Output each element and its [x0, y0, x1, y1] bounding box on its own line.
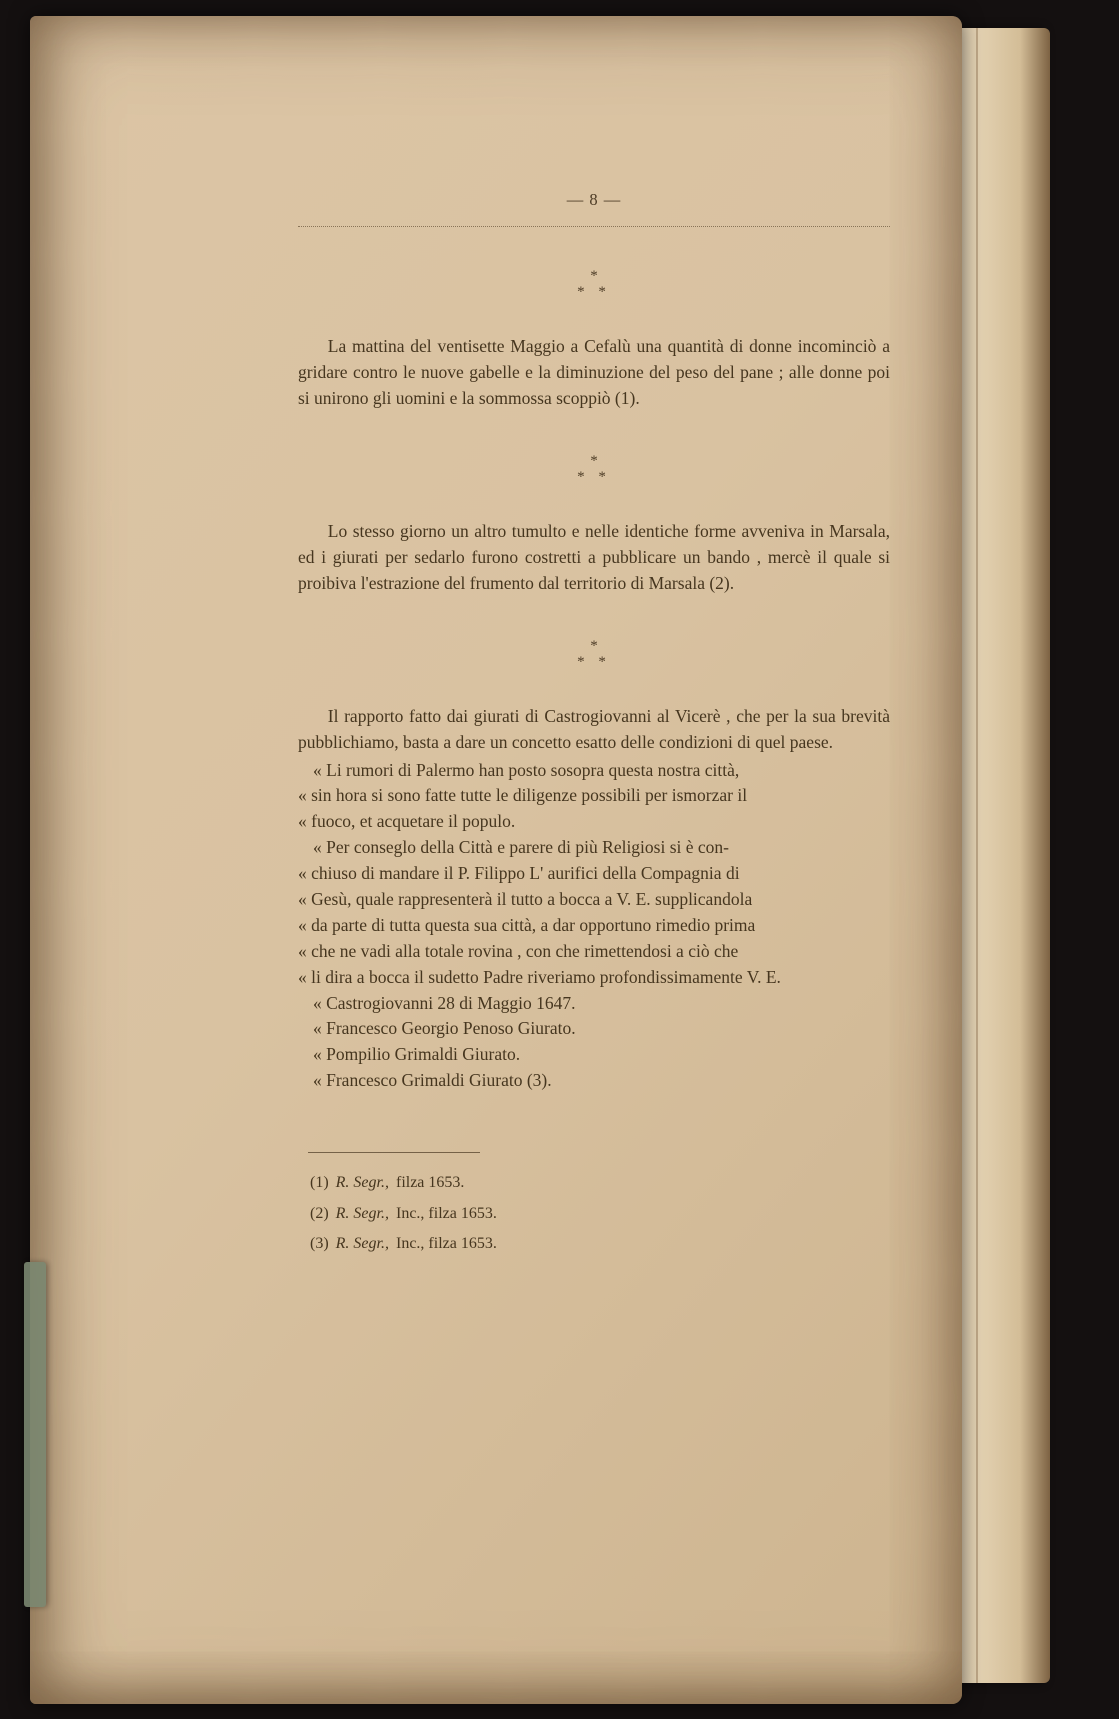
asterisk-bottom: * * — [577, 284, 611, 301]
footnote-source: R. Segr., — [335, 1235, 389, 1253]
asterisk-top: * — [590, 268, 598, 285]
book-page — [30, 16, 962, 1704]
quote-line: « Li rumori di Palermo han posto sosopra questa nostra città, — [313, 759, 740, 780]
section-divider-3 — [298, 639, 890, 670]
asterisk-bottom: * * — [577, 469, 611, 486]
footnote-rule — [308, 1152, 480, 1153]
quote-line: « Per conseglo della Città e parere di più Religiosi si è con- — [313, 837, 730, 858]
paragraph-3: Il rapporto fatto dai giurati di Castrogiovanni al Vicerè , che per la sua brevità pubblichiamo, basta a dare un concetto esatto delle condizioni di quel paese. — [298, 705, 890, 752]
page-number: — 8 — — [566, 190, 622, 209]
footnote-source: R. Segr., — [335, 1204, 389, 1222]
quote-line: « Francesco Georgio Penoso Giurato. — [313, 1018, 576, 1039]
quote-line: « Castrogiovanni 28 di Maggio 1647. — [313, 992, 576, 1013]
footnote-marker: (2) — [310, 1204, 329, 1222]
asterisk-bottom: * * — [577, 653, 611, 670]
header-rule — [298, 226, 890, 227]
footnote-marker: (3) — [310, 1235, 329, 1253]
asterisk-top: * — [590, 637, 598, 654]
quote-line: « da parte di tutta questa sua città, a dar opportuno rimedio prima — [298, 914, 756, 935]
quote-line: « chiuso di mandare il P. Filippo L' aurifici della Compagnia di — [298, 863, 740, 884]
footnote-marker: (1) — [310, 1174, 329, 1192]
quoted-report — [298, 758, 890, 1095]
footnote-reference: Inc., filza 1653. — [395, 1235, 497, 1253]
footnote-source: R. Segr., — [335, 1174, 389, 1192]
paragraph-1: La mattina del ventisette Maggio a Cefalù una quantità di donne incominciò a gridare contro le nuove gabelle e la diminuzione del peso del pane ; alle donne poi si unirono gli uomini e la sommossa scoppiò (1). — [298, 336, 890, 409]
quote-line: « Pompilio Grimaldi Giurato. — [313, 1044, 521, 1065]
paragraph-2: Lo stesso giorno un altro tumulto e nelle identiche forme avveniva in Marsala, ed i giurati per sedarlo furono costretti a pubblicare un bando , mercè il quale si proibiva l'estrazione del frumento dal territorio di Marsala (2). — [298, 521, 890, 593]
footnote-reference: filza 1653. — [395, 1174, 465, 1192]
section-divider-2 — [298, 454, 890, 485]
asterisk-top: * — [590, 453, 598, 470]
quote-line: « Francesco Grimaldi Giurato (3). — [313, 1070, 552, 1091]
page-fold-line — [976, 28, 978, 1683]
next-page-edge — [950, 28, 1050, 1683]
footnote-reference: Inc., filza 1653. — [395, 1204, 497, 1222]
quote-line: « Gesù, quale rappresenterà il tutto a bocca a V. E. supplicandola — [298, 888, 753, 909]
footnotes — [298, 1152, 890, 1256]
binding-edge-strip — [24, 1262, 46, 1607]
printed-text-area — [298, 188, 890, 1263]
section-divider-1 — [298, 269, 890, 300]
footnote-3 — [298, 1232, 890, 1256]
footnote-1 — [298, 1171, 890, 1195]
quote-line: « sin hora si sono fatte tutte le diligenze possibili per ismorzar il — [298, 785, 748, 806]
quote-line: « che ne vadi alla totale rovina , con che rimettendosi a ciò che — [298, 940, 739, 961]
quote-line: « li dira a bocca il sudetto Padre riveriamo profondissimamente V. E. — [298, 966, 781, 987]
quote-line: « fuoco, et acquetare il populo. — [298, 811, 516, 832]
footnote-2 — [298, 1202, 890, 1226]
